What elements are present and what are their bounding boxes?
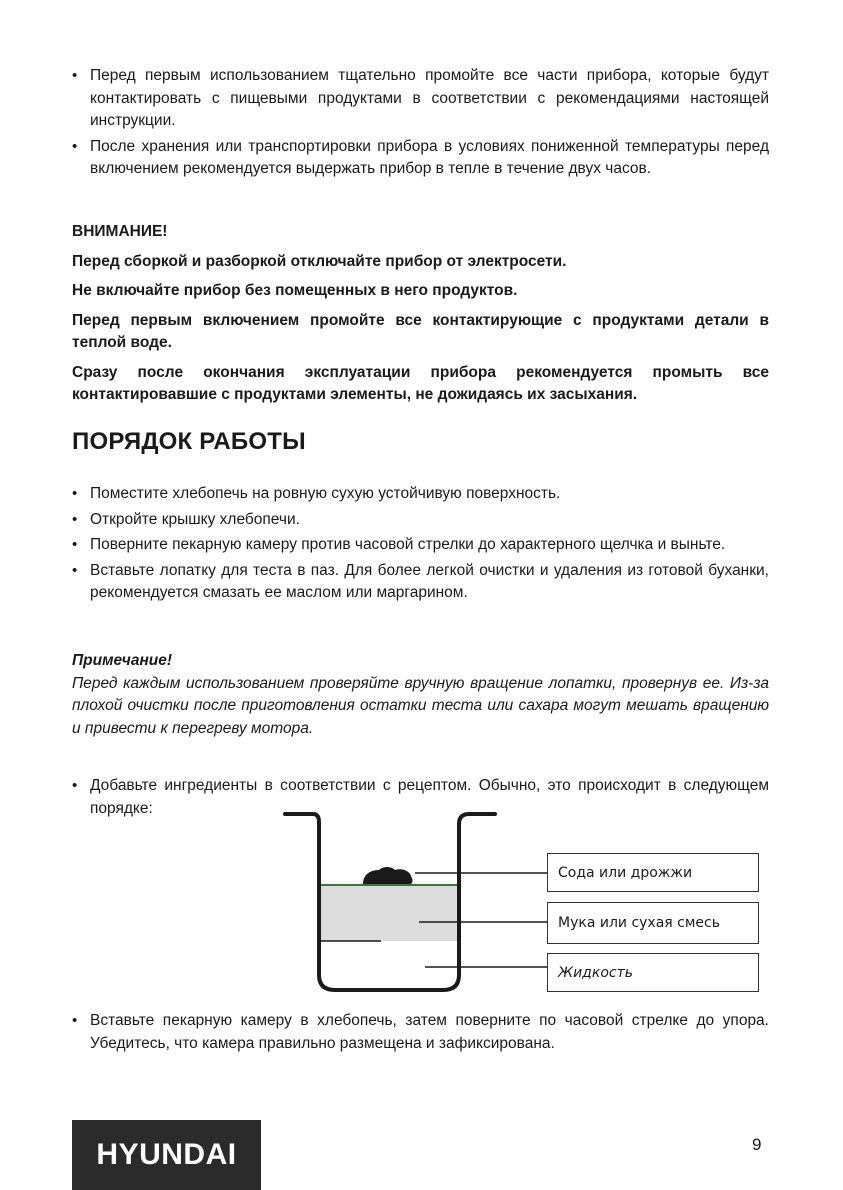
bullet-item: • Вставьте пекарную камеру в хлебопечь, затем поверните по часовой стрелке до упора. Убедитесь, что камера правильно размещена и зафиксирована.: [72, 1010, 769, 1055]
warning-line: Перед первым включением промойте все контактирующие с продуктами детали в теплой воде.: [72, 311, 769, 351]
top-bullet-list: [72, 65, 769, 184]
note-title: Примечание!: [72, 652, 173, 669]
bullet-item: • Поместите хлебопечь на ровную сухую устойчивую поверхность.: [72, 483, 769, 506]
work-bullet-list: [72, 483, 769, 608]
warning-line: Перед сборкой и разборкой отключайте прибор от электросети.: [72, 252, 567, 270]
yeast-heap: [363, 867, 413, 884]
bullet-item: • Поверните пекарную камеру против часовой стрелки до характерного щелчка и выньте.: [72, 534, 769, 557]
bullet-item: • Перед первым использованием тщательно промойте все части прибора, которые будут контактировать с пищевыми продуктами в соответствии с рекомендациями настоящей инструкции.: [72, 65, 769, 133]
bullet-item: • Вставьте лопатку для теста в паз. Для более легкой очистки и удаления из готовой буханки, рекомендуется смазать ее маслом или маргарином.: [72, 560, 769, 605]
label-liquid: Жидкость: [547, 953, 759, 992]
final-bullet-list: [72, 1010, 769, 1058]
note-block: [72, 650, 769, 740]
note-text: Перед каждым использованием проверяйте вручную вращение лопатки, провернув ее. Из-за плохой очистки после приготовления остатки теста или сахара могут мешать вращению и привести к перегреву мотора.: [72, 674, 769, 737]
warning-block: [72, 221, 769, 414]
bullet-item: • Добавьте ингредиенты в соответствии с рецептом. Обычно, это происходит в следующем порядке:: [72, 775, 769, 820]
brand-logo: [72, 1120, 261, 1190]
warning-title: ВНИМАНИЕ!: [72, 223, 168, 240]
flour-layer: [319, 885, 459, 941]
warning-line: Сразу после окончания эксплуатации прибора рекомендуется промыть все контактировавшие с продуктами элементы, не дожидаясь их засыхания.: [72, 363, 769, 403]
page-number: 9: [752, 1135, 762, 1154]
ingredients-diagram: [283, 810, 763, 1000]
warning-line: Не включайте прибор без помещенных в него продуктов.: [72, 282, 518, 299]
bullet-item: • Откройте крышку хлебопечи.: [72, 509, 769, 532]
section-title: ПОРЯДОК РАБОТЫ: [72, 428, 306, 455]
label-flour: Мука или сухая смесь: [547, 902, 759, 944]
label-yeast: Сода или дрожжи: [547, 853, 759, 892]
bullet-item: • После хранения или транспортировки прибора в условиях пониженной температуры перед включением рекомендуется выдержать прибор в тепле в течение двух часов.: [72, 136, 769, 181]
brand-name: HYUNDAI: [96, 1138, 237, 1171]
